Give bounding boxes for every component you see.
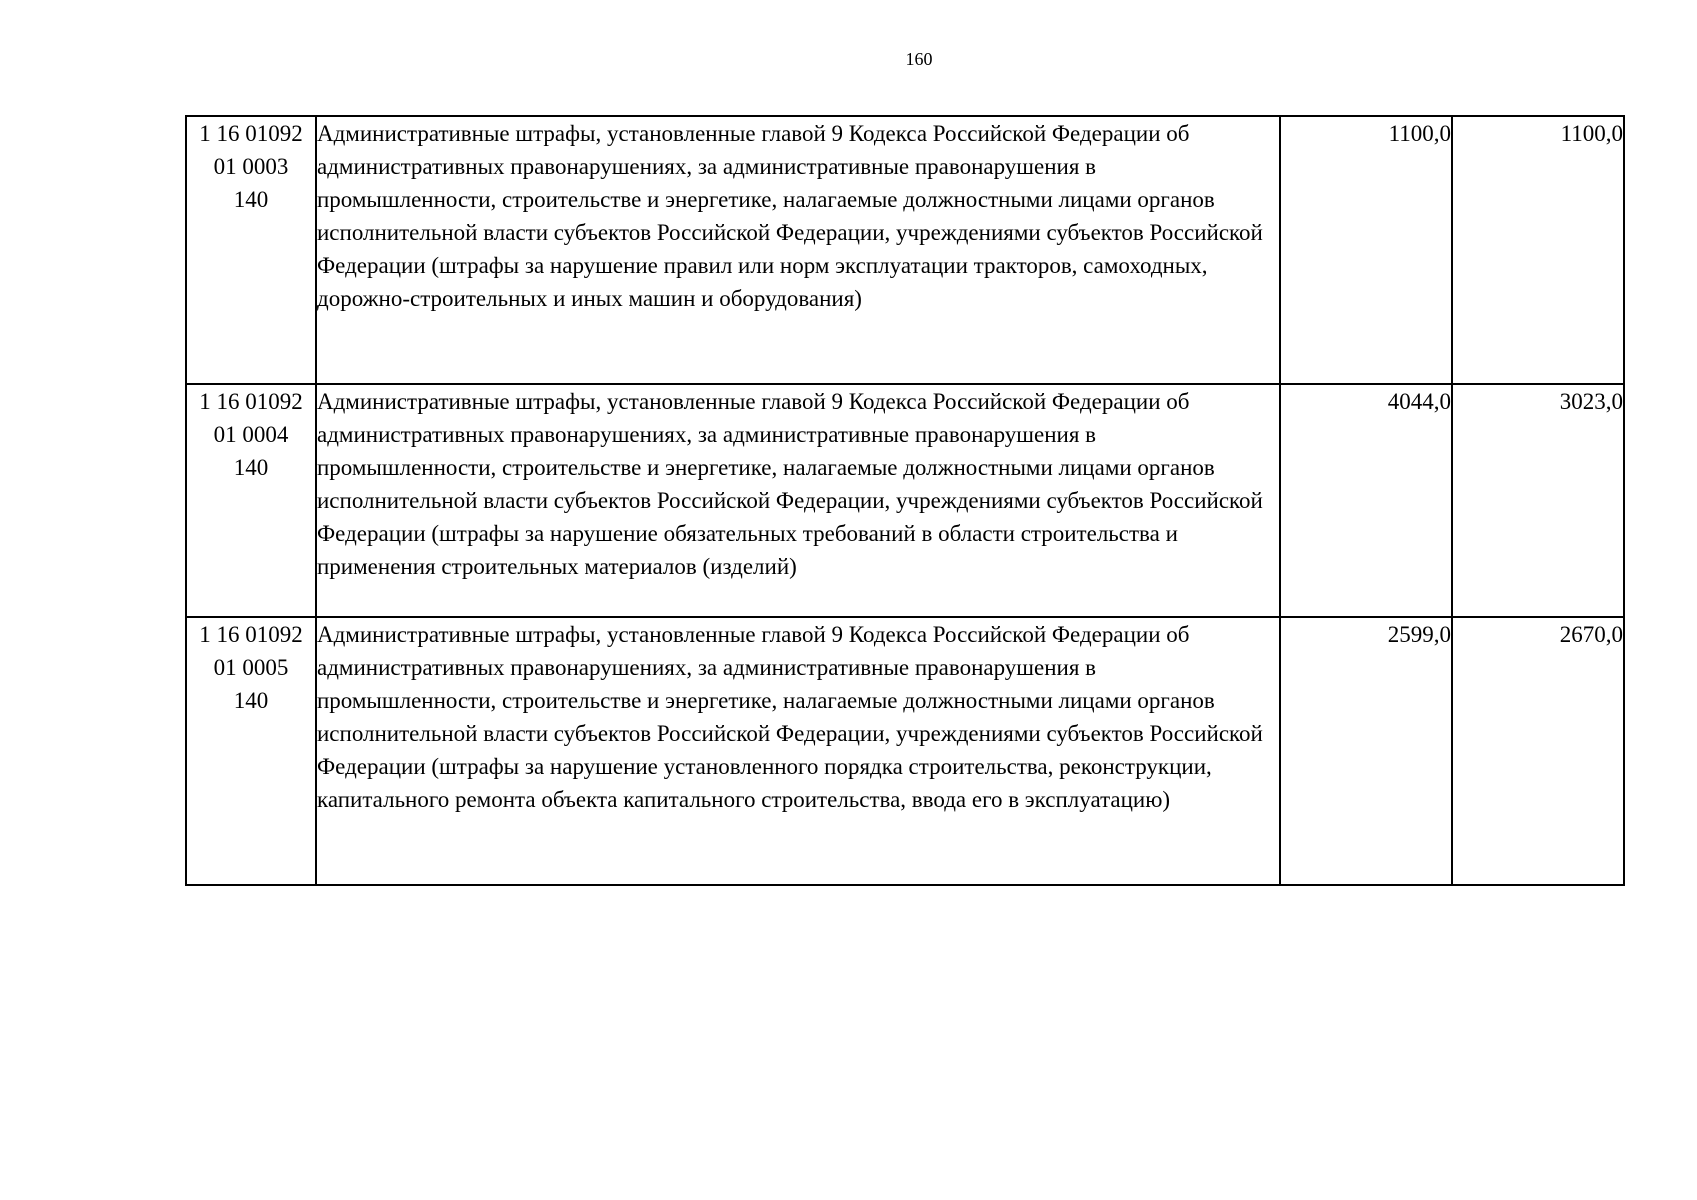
- description-cell: Административные штрафы, установленные главой 9 Кодекса Российской Федерации об административных правонарушениях, за административные правонарушения в промышленности, строительстве и энергетике, налагаемые должностными лицами органов исполнительной власти субъектов Российской Федерации, учреждениями субъектов Российской Федерации (штрафы за нарушение обязательных требований в области строительства и применения строительных материалов (изделий): [316, 384, 1280, 617]
- code-line: 1 16 01092: [199, 121, 303, 146]
- table-row: [186, 617, 1624, 885]
- description-cell: Административные штрафы, установленные главой 9 Кодекса Российской Федерации об административных правонарушениях, за административные правонарушения в промышленности, строительстве и энергетике, налагаемые должностными лицами органов исполнительной власти субъектов Российской Федерации, учреждениями субъектов Российской Федерации (штрафы за нарушение установленного порядка строительства, реконструкции, капитального ремонта объекта капитального строительства, ввода его в эксплуатацию): [316, 617, 1280, 885]
- code-cell: [186, 384, 316, 617]
- code-line: 01 0004: [213, 422, 289, 447]
- page-number: 160: [905, 49, 933, 69]
- value-cell-2: 2670,0: [1452, 617, 1624, 885]
- code-line: 140: [233, 187, 269, 212]
- code-line: 140: [233, 455, 269, 480]
- budget-table: [185, 115, 1625, 886]
- value-cell-1: 1100,0: [1280, 116, 1452, 384]
- table-row: [186, 116, 1624, 384]
- code-line: 1 16 01092: [199, 389, 303, 414]
- value-cell-1: 2599,0: [1280, 617, 1452, 885]
- table-row: [186, 384, 1624, 617]
- code-line: 01 0005: [213, 655, 289, 680]
- description-cell: Административные штрафы, установленные главой 9 Кодекса Российской Федерации об административных правонарушениях, за административные правонарушения в промышленности, строительстве и энергетике, налагаемые должностными лицами органов исполнительной власти субъектов Российской Федерации, учреждениями субъектов Российской Федерации (штрафы за нарушение правил или норм эксплуатации тракторов, самоходных, дорожно-строительных и иных машин и оборудования): [316, 116, 1280, 384]
- code-line: 140: [233, 688, 269, 713]
- value-cell-1: 4044,0: [1280, 384, 1452, 617]
- code-line: 01 0003: [213, 154, 289, 179]
- code-cell: [186, 116, 316, 384]
- value-cell-2: 1100,0: [1452, 116, 1624, 384]
- value-cell-2: 3023,0: [1452, 384, 1624, 617]
- code-cell: [186, 617, 316, 885]
- code-line: 1 16 01092: [199, 622, 303, 647]
